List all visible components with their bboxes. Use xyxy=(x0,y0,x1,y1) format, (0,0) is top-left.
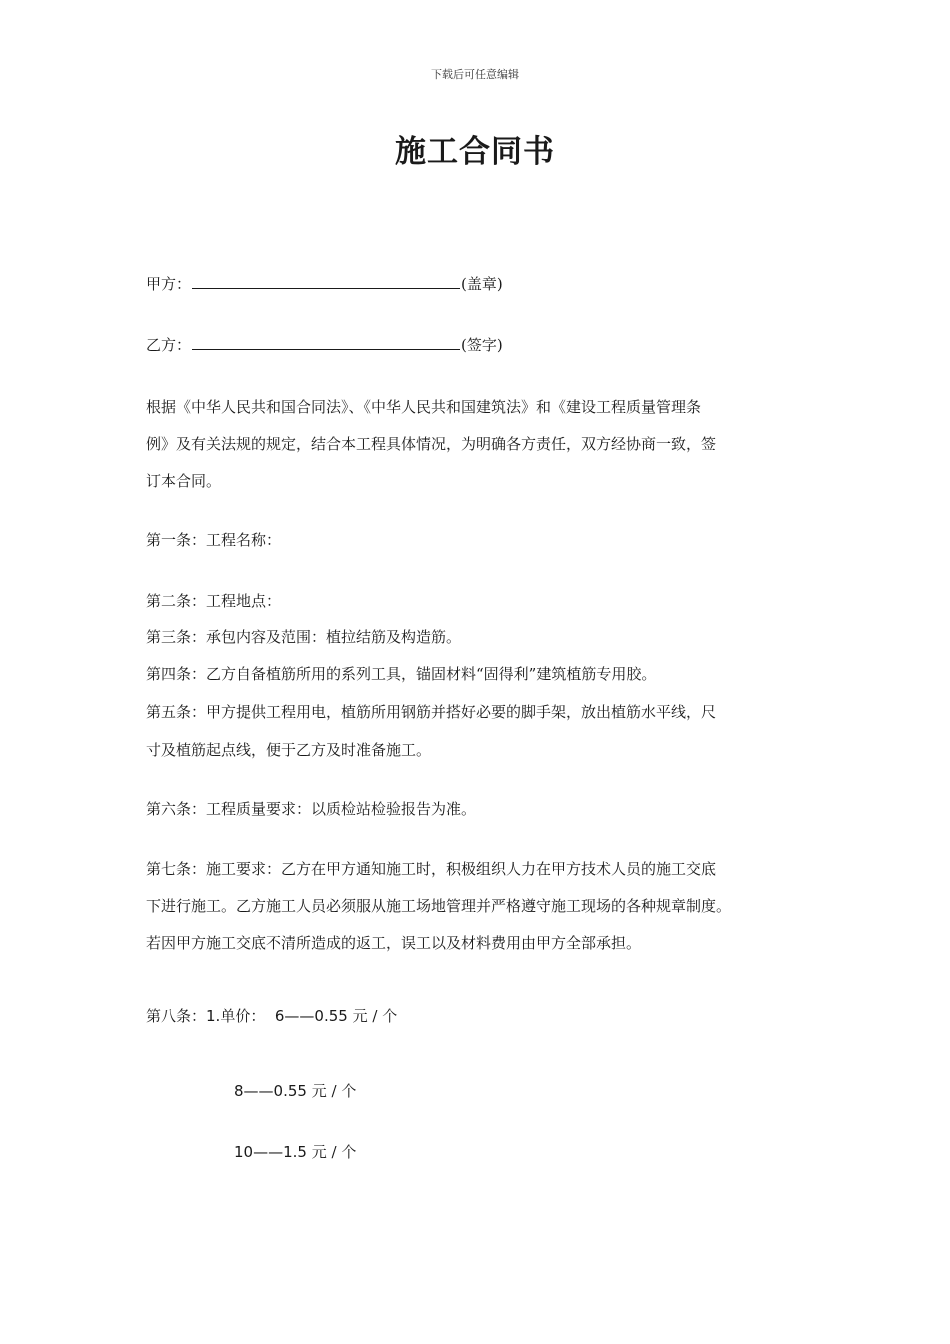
intro-line-1: 根据《中华人民共和国合同法》、《中华人民共和国建筑法》和《建设工程质量管理条 xyxy=(146,398,702,416)
page-title: 施工合同书 xyxy=(395,134,555,170)
price-2-line xyxy=(234,1081,356,1101)
party-b-blank[interactable] xyxy=(192,335,460,350)
party-b-label: 乙方： xyxy=(146,336,192,354)
party-a-line xyxy=(146,274,503,294)
article-8-line xyxy=(146,1006,397,1026)
price-3-line xyxy=(234,1142,356,1162)
article-7-line-1: 第七条：施工要求：乙方在甲方通知施工时，积极组织人力在甲方技术人员的施工交底 xyxy=(146,860,717,878)
party-a-suffix: (盖章) xyxy=(461,275,503,293)
price-2-number: 8——0.55 xyxy=(234,1082,307,1100)
party-a-label: 甲方： xyxy=(146,275,192,293)
price-3-unit: 元 / 个 xyxy=(311,1143,357,1161)
page-header-note: 下载后可任意编辑 xyxy=(431,68,519,81)
price-1-unit: 元 / 个 xyxy=(352,1007,398,1025)
article-5-line-1: 第五条：甲方提供工程用电，植筋所用钢筋并搭好必要的脚手架，放出植筋水平线，尺 xyxy=(146,703,717,721)
intro-line-3: 订本合同。 xyxy=(146,472,222,490)
price-3-number: 10——1.5 xyxy=(234,1143,307,1161)
article-8-item: 1.单价： xyxy=(206,1007,266,1025)
article-7-line-2: 下进行施工。乙方施工人员必须服从施工场地管理并严格遵守施工现场的各种规章制度。 xyxy=(146,897,732,915)
article-3: 第三条：承包内容及范围：植拉结筋及构造筋。 xyxy=(146,628,462,646)
article-5-line-2: 寸及植筋起点线，便于乙方及时准备施工。 xyxy=(146,741,432,759)
article-1: 第一条：工程名称： xyxy=(146,531,282,549)
article-8-label: 第八条： xyxy=(146,1007,207,1025)
article-6: 第六条：工程质量要求：以质检站检验报告为准。 xyxy=(146,800,477,818)
party-b-line xyxy=(146,335,503,355)
price-1-number: 6——0.55 xyxy=(274,1007,348,1025)
party-a-blank[interactable] xyxy=(192,274,460,289)
intro-line-2: 例》及有关法规的规定，结合本工程具体情况，为明确各方责任，双方经协商一致，签 xyxy=(146,435,717,453)
party-b-suffix: (签字) xyxy=(461,336,503,354)
price-2-unit: 元 / 个 xyxy=(311,1082,357,1100)
article-4: 第四条：乙方自备植筋所用的系列工具，锚固材料“固得利”建筑植筋专用胶。 xyxy=(146,665,657,683)
article-2: 第二条：工程地点： xyxy=(146,592,282,610)
article-7-line-3: 若因甲方施工交底不清所造成的返工，误工以及材料费用由甲方全部承担。 xyxy=(146,934,642,952)
